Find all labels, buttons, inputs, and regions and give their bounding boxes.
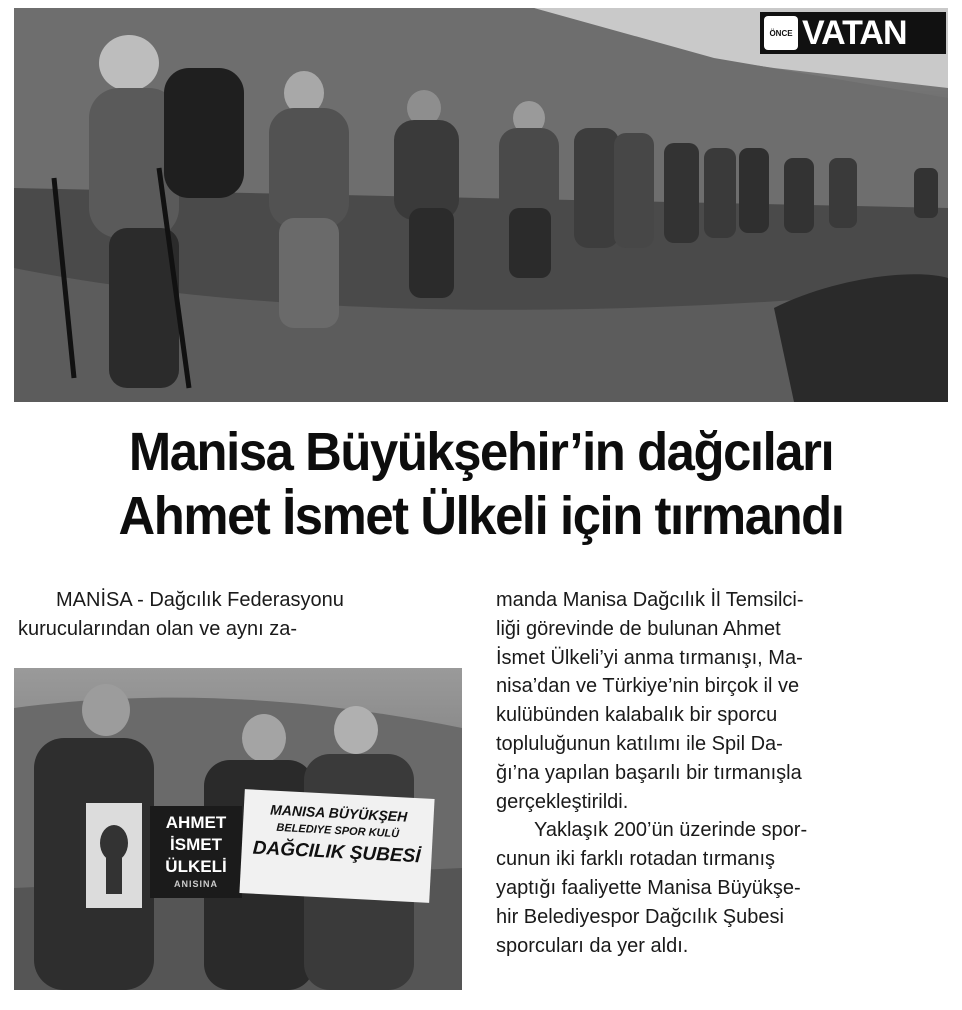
- body-line: kulübünden kalabalık bir sporcu: [496, 704, 778, 727]
- body-line: nisa’dan ve Türkiye’nin birçok il ve: [496, 675, 800, 698]
- club-banner-line-2: BELEDIYE SPOR KULÜ: [276, 821, 400, 841]
- logo-badge: ÖNCE: [764, 16, 798, 50]
- body-line: ğı’na yapılan başarılı bir tırmanışla: [496, 761, 802, 784]
- club-banner: [239, 789, 434, 903]
- article-headline: [42, 420, 920, 548]
- main-photo-hikers: [14, 8, 948, 402]
- vatan-logo: [760, 12, 946, 54]
- article-column-right: [496, 586, 938, 960]
- memorial-sign: [150, 806, 242, 898]
- hikers-illustration: [14, 8, 948, 402]
- body-line: Yaklaşık 200’ün üzerinde spor-: [534, 819, 808, 842]
- climbers-banner-photo: [14, 668, 462, 990]
- body-line: İsmet Ülkeli’yi anma tırmanışı, Ma-: [496, 646, 803, 669]
- body-line: sporcuları da yer aldı.: [496, 934, 689, 957]
- body-line: cunun iki farklı rotadan tırmanış: [496, 848, 776, 871]
- memorial-sign-small: ANISINA: [173, 879, 218, 889]
- logo-text: VATAN: [802, 13, 907, 52]
- headline-line-2: Ahmet İsmet Ülkeli için tırmandı: [118, 486, 844, 546]
- club-banner-line-3: DAĞCILIK ŞUBESİ: [252, 837, 422, 868]
- memorial-sign-line: İSMET: [170, 835, 222, 854]
- body-line: liği görevinde de bulunan Ahmet: [496, 617, 781, 640]
- body-line: gerçekleştirildi.: [496, 790, 629, 813]
- memorial-sign-line: ÜLKELİ: [165, 857, 227, 876]
- body-line: yaptığı faaliyette Manisa Büyükşe-: [496, 876, 801, 899]
- memorial-sign-line: AHMET: [165, 813, 227, 832]
- body-line: manda Manisa Dağcılık İl Temsilci-: [496, 589, 804, 611]
- headline-line-1: Manisa Büyükşehir’in dağcıları: [128, 422, 834, 482]
- body-line: hir Belediyespor Dağcılık Şubesi: [496, 905, 784, 928]
- body-line: MANİSA - Dağcılık Federasyonu: [56, 589, 344, 611]
- club-banner-line-1: MANISA BÜYÜKŞEH: [269, 801, 408, 825]
- article-column-left: [18, 586, 464, 644]
- body-line: kurucularından olan ve aynı za-: [18, 617, 298, 640]
- body-line: topluluğunun katılımı ile Spil Da-: [496, 732, 783, 755]
